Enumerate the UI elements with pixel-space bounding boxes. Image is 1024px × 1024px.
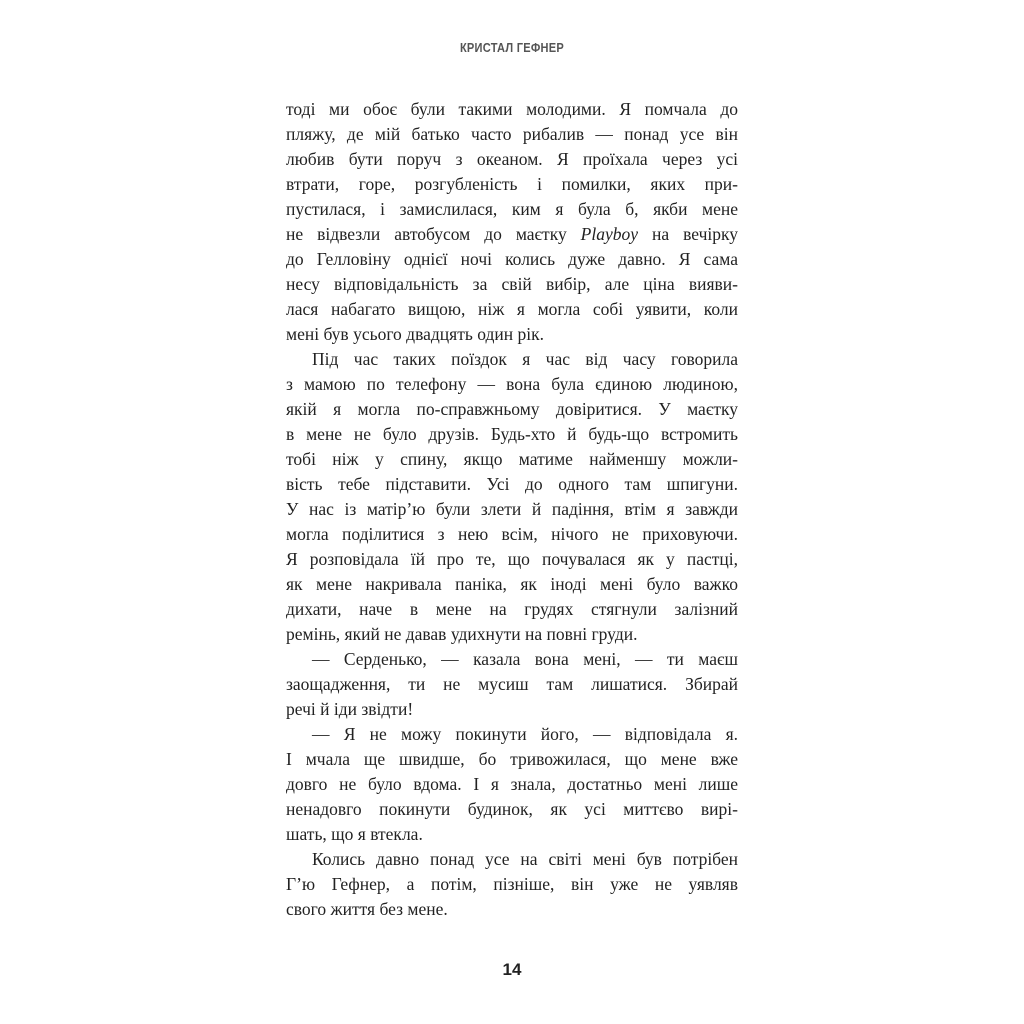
text-line: любив бути поруч з океаном. Я проїхала через усі [286, 149, 738, 169]
text-line: з мамою по телефону — вона була єдиною людиною, [286, 374, 738, 394]
text-line: У нас із матір’ю були злети й падіння, втім я завжди [286, 499, 738, 519]
text-segment: на вечірку [638, 224, 738, 244]
text-line: дихати, наче в мене на грудях стягнули залізний [286, 599, 738, 619]
paragraph [286, 722, 738, 847]
paragraph [286, 347, 738, 647]
text-line: якій я могла по-справжньому довіритися. У маєтку [286, 399, 738, 419]
paragraph [286, 97, 738, 347]
text-line: тобі ніж у спину, якщо матиме найменшу можли- [286, 449, 738, 469]
text-line: Колись давно понад усе на світі мені був потрібен [312, 849, 738, 869]
text-line: заощадження, ти не мусиш там лишатися. Збирай [286, 674, 738, 694]
text-line: Я розповідала їй про те, що почувалася як у пастці, [286, 549, 738, 569]
text-line: пляжу, де мій батько часто рибалив — понад усе він [286, 124, 738, 144]
text-line: — Я не можу покинути його, — відповідала я. [312, 724, 738, 744]
paragraph [286, 647, 738, 722]
text-line: — Серденько, — казала вона мені, — ти маєш [312, 649, 738, 669]
text-line: ненадовго покинути будинок, як усі миттєво вирі- [286, 799, 738, 819]
italic-text: Playboy [580, 224, 639, 244]
text-line: Під час таких поїздок я час від часу говорила [312, 349, 738, 369]
page-number: 14 [502, 960, 522, 979]
text-line: мені був усього двадцять один рік. [286, 324, 544, 344]
text-line: речі й іди звідти! [286, 699, 414, 719]
page-body-text [286, 97, 738, 922]
text-line: свого життя без мене. [286, 899, 448, 919]
text-line: вість тебе підставити. Усі до одного там шпигуни. [286, 474, 738, 494]
text-line: в мене не було друзів. Будь-хто й будь-що встромить [286, 424, 738, 444]
text-line: втрати, горе, розгубленість і помилки, яких при- [286, 174, 738, 194]
text-line: як мене накривала паніка, як іноді мені було важко [286, 574, 738, 594]
text-line [286, 222, 738, 247]
text-line: Г’ю Гефнер, а потім, пізніше, він уже не уявляв [286, 874, 738, 894]
text-line: тоді ми обоє були такими молодими. Я помчала до [286, 99, 738, 119]
text-line: лася набагато вищою, ніж я могла собі уявити, коли [286, 299, 738, 319]
paragraph [286, 847, 738, 922]
running-header: КРИСТАЛ ГЕФНЕР [459, 40, 565, 55]
text-line: до Гелловіну однієї ночі колись дуже давно. Я сама [286, 249, 738, 269]
text-segment: не відвезли автобусом до маєтку [286, 224, 581, 244]
text-line: ремінь, який не давав удихнути на повні груди. [286, 624, 638, 644]
text-line: довго не було вдома. І я знала, достатньо мені лише [286, 774, 738, 794]
text-line: пустилася, і замислилася, ким я була б, якби мене [286, 199, 738, 219]
text-line: І мчала ще швидше, бо тривожилася, що мене вже [286, 749, 738, 769]
text-line: могла поділитися з нею всім, нічого не приховуючи. [286, 524, 738, 544]
text-line: несу відповідальність за свій вибір, але ціна вияви- [286, 274, 738, 294]
text-line: шать, що я втекла. [286, 824, 423, 844]
